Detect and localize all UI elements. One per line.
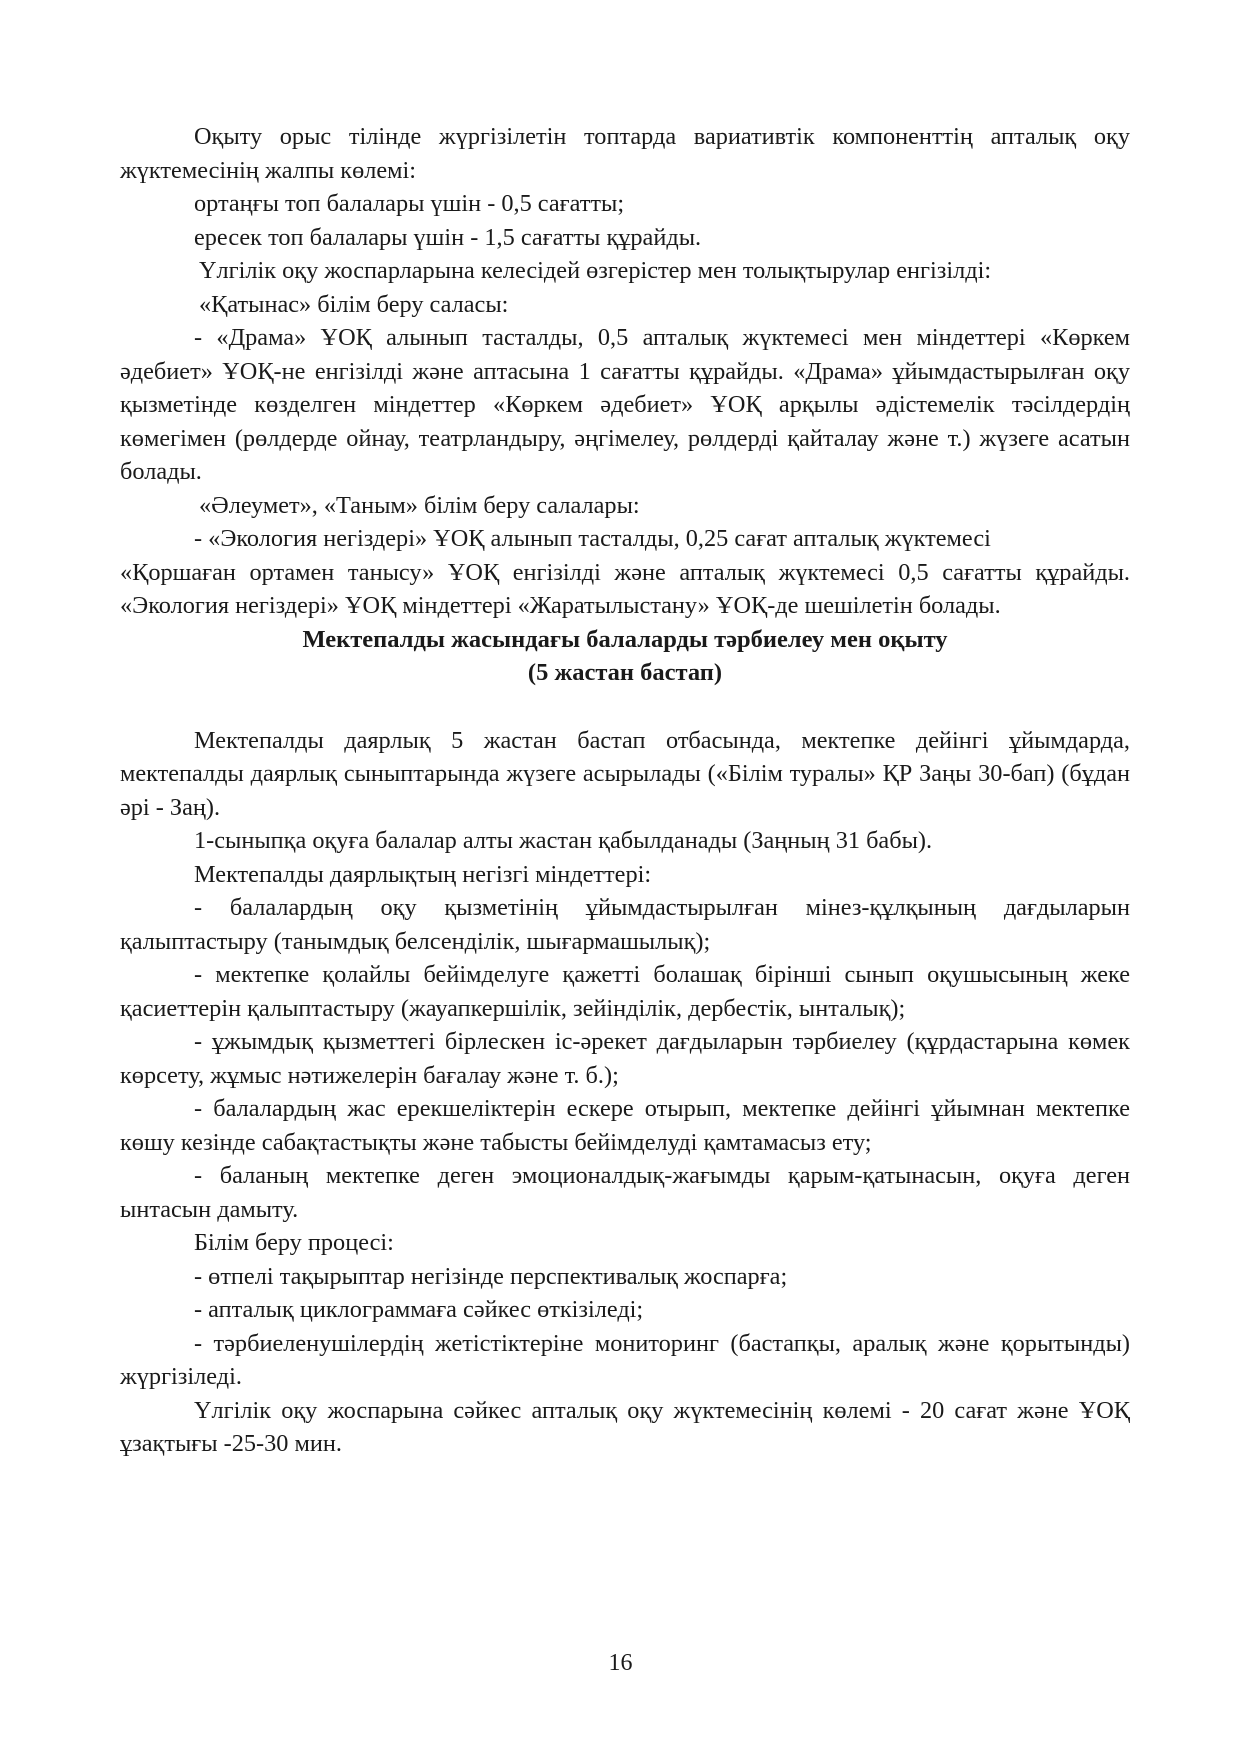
paragraph: 1-сыныпқа оқуға балалар алты жастан қабылданады (Заңның 31 бабы). <box>194 827 933 854</box>
paragraph: Мектепалды даярлықтың негізгі міндеттері: <box>194 860 652 888</box>
list-item: - тәрбиеленушілердің жетістіктеріне мониторинг (бастапқы, аралық және қорытынды) жүргізіледі. <box>120 1329 1130 1390</box>
paragraph: Үлгілік оқу жоспарына сәйкес апталық оқу жүктемесінің көлемі - 20 сағат және ҰОҚ ұзақтығы -25-30 мин. <box>120 1396 1130 1457</box>
paragraph: «Қоршаған ортамен танысу» ҰОҚ енгізілді және апталық жүктемесі 0,5 сағатты құрайды. «Экология негіздері» ҰОҚ міндеттері «Жаратылыстану» ҰОҚ-де шешілетін болады. <box>120 558 1130 619</box>
list-item: - баланың мектепке деген эмоционалдық-жағымды қарым-қатынасын, оқуға деген ынтасын дамыту. <box>120 1162 1130 1223</box>
paragraph: - «Драма» ҰОҚ алынып тасталды, 0,5 апталық жүктемесі мен міндеттері «Көркем әдебиет» ҰОҚ-не енгізілді және аптасына 1 сағатты құрайды. «Драма» ұйымдастырылған оқу қызметінде көзделген міндеттер «Көркем әдебиет» ҰОҚ арқылы әдістемелік тәсілдердің көмегімен (рөлдерде ойнау, театрландыру, әңгімелеу, рөлдерді қайталау және т.) жүзеге асатын болады. <box>120 324 1130 485</box>
list-item: - балалардың оқу қызметінің ұйымдастырылған мінез-құлқының дағдыларын қалыптастыру (танымдық белсенділік, шығармашылық); <box>120 894 1130 955</box>
list-item: - ұжымдық қызметтегі бірлескен іс-әрекет дағдыларын тәрбиелеу (құрдастарына көмек көрсету, жұмыс нәтижелерін бағалау және т. б.); <box>120 1028 1130 1089</box>
list-item: - өтпелі тақырыптар негізінде перспективалық жоспарға; <box>194 1262 788 1290</box>
list-item: - апталық циклограммаға сәйкес өткізіледі; <box>194 1296 644 1323</box>
paragraph: Үлгілік оқу жоспарларына келесідей өзгерістер мен толықтырулар енгізілді: <box>199 257 992 284</box>
paragraph: «Қатынас» білім беру саласы: <box>199 290 509 318</box>
paragraph: ересек топ балалары үшін - 1,5 сағатты құрайды. <box>194 223 702 251</box>
section-heading: Мектепалды жасындағы балаларды тәрбиелеу мен оқыту <box>302 625 948 653</box>
section-heading-subtitle: (5 жастан бастап) <box>527 659 723 686</box>
list-item: - балалардың жас ерекшеліктерін ескере отырып, мектепке дейінгі ұйымнан мектепке көшу кезінде сабақтастықты және табысты бейімделуді қамтамасыз ету; <box>120 1095 1130 1156</box>
page-number: 16 <box>608 1650 633 1676</box>
list-item: - мектепке қолайлы бейімделуге қажетті болашақ бірінші сынып оқушысының жеке қасиеттерін қалыптастыру (жауапкершілік, зейінділік, дербестік, ынталық); <box>120 961 1130 1022</box>
paragraph: ортаңғы топ балалары үшін - 0,5 сағатты; <box>194 190 625 217</box>
paragraph: Оқыту орыс тілінде жүргізілетін топтарда вариативтік компоненттің апталық оқу жүктемесінің жалпы көлемі: <box>120 123 1130 184</box>
paragraph: Мектепалды даярлық 5 жастан бастап отбасында, мектепке дейінгі ұйымдарда, мектепалды даярлық сыныптарында жүзеге асырылады («Білім туралы» ҚР Заңы 30-бап) (бұдан әрі - Заң). <box>120 726 1130 821</box>
page-content <box>120 120 1130 1461</box>
paragraph: «Әлеумет», «Таным» білім беру салалары: <box>199 491 640 519</box>
paragraph: Білім беру процесі: <box>194 1229 394 1256</box>
paragraph: - «Экология негіздері» ҰОҚ алынып тасталды, 0,25 сағат апталық жүктемесі <box>194 525 991 552</box>
spacer <box>120 690 1130 724</box>
